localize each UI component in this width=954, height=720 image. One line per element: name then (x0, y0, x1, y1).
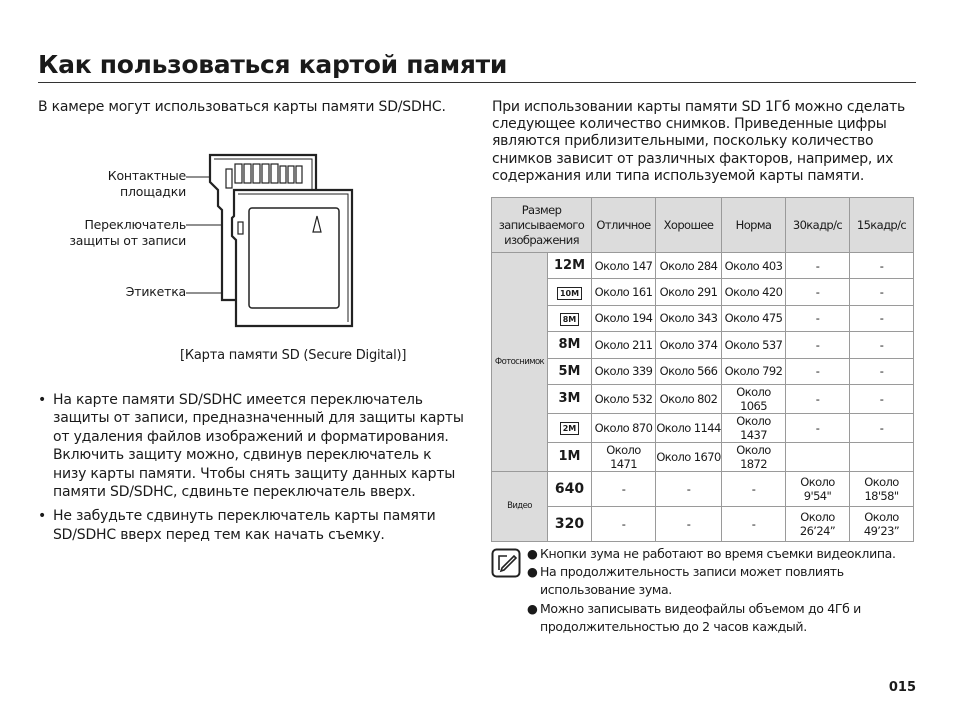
cell: Около 374 (656, 332, 722, 358)
header-size-line2: записываемого (498, 217, 585, 232)
cell: Около 403 (722, 253, 786, 279)
bullet-dot: • (38, 392, 47, 408)
note-text: На продолжительность записи может повлиять использование зума. (540, 564, 844, 598)
label-label: Этикетка (125, 284, 186, 299)
left-intro: В камере могут использоваться карты памяти SD/SDHC. (38, 99, 446, 115)
cell (786, 442, 850, 471)
cell: - (786, 358, 850, 384)
size-2m-icon: 2M (548, 413, 592, 442)
cell: Около 147 (592, 253, 656, 279)
switch-label-line1: Переключатель (84, 217, 186, 232)
card-caption: [Карта памяти SD (Secure Digital)] (180, 348, 407, 363)
header-size-line1: Размер (521, 202, 562, 217)
table-row (492, 332, 914, 358)
cell: Около 1670 (656, 442, 722, 471)
size-1m-icon: 1M (548, 442, 592, 471)
cell: - (656, 471, 722, 506)
cell: - (786, 413, 850, 442)
cell: - (592, 471, 656, 506)
video-640-icon: 640 (548, 471, 592, 506)
bullet-dot: ● (527, 600, 538, 616)
cell: Около 532 (592, 384, 656, 413)
header-good: Хорошее (656, 198, 722, 253)
cell: - (850, 413, 914, 442)
right-intro: При использовании карты памяти SD 1Гб можно сделать следующее количество снимков. Приведенные цифры являются приблизительными, поскольку количество снимков зависит от различных факторов, например, их содержания или типа используемой карты памяти. (492, 99, 906, 184)
cell: Около 475 (722, 305, 786, 331)
sd-card-illustration (182, 150, 362, 332)
bullet-dot: • (38, 508, 47, 525)
size-8m-wide-icon: 8M (548, 305, 592, 331)
cell (850, 442, 914, 471)
cell: - (592, 506, 656, 541)
size-8m-icon: 8M (548, 332, 592, 358)
video-320-icon: 320 (548, 506, 592, 541)
cell: Около 792 (722, 358, 786, 384)
cell: Около 211 (592, 332, 656, 358)
cell: - (786, 305, 850, 331)
page-number: 015 (888, 680, 916, 695)
contacts-label (60, 168, 186, 200)
title-divider (38, 82, 916, 83)
size-12m-icon: 12M (548, 253, 592, 279)
left-bullet-list (38, 391, 468, 550)
cell: Около 161 (592, 279, 656, 305)
cell: Около 420 (722, 279, 786, 305)
cell: Около 1872 (722, 442, 786, 471)
cell: Около 1471 (592, 442, 656, 471)
header-excellent: Отличное (592, 198, 656, 253)
cell: - (786, 253, 850, 279)
notes-list (527, 545, 907, 636)
table-row (492, 506, 914, 541)
group-video: Видео (492, 471, 548, 541)
table-header-row (492, 198, 914, 253)
table-row (492, 471, 914, 506)
contacts-label-line2: площадки (120, 184, 186, 199)
cell: - (722, 506, 786, 541)
note-item (527, 545, 907, 563)
cell: - (786, 384, 850, 413)
cell: Около 9'54" (786, 471, 850, 506)
header-size-line3: изображения (504, 232, 579, 247)
contacts-label-line1: Контактные (107, 168, 186, 183)
size-3m-icon: 3M (548, 384, 592, 413)
note-item (527, 563, 907, 599)
cell: - (786, 279, 850, 305)
cell: Около 802 (656, 384, 722, 413)
cell: Около 566 (656, 358, 722, 384)
note-text: Кнопки зума не работают во время съемки видеоклипа. (540, 546, 896, 561)
table-row (492, 413, 914, 442)
group-photo: Фотоснимок (492, 253, 548, 472)
switch-label (40, 217, 186, 249)
note-item (527, 600, 907, 636)
left-bullet-text: На карте памяти SD/SDHC имеется переключатель защиты от записи, предназначенный для защиты карты от удаления файлов изображений и форматирования. Включить защиту можно, сдвинув переключатель к низу карты памяти. Чтобы снять защиту данных карты памяти SD/SDHC, сдвиньте переключатель вверх. (53, 392, 464, 501)
header-15fps: 15кадр/с (850, 198, 914, 253)
header-size (492, 198, 592, 253)
cell: - (850, 305, 914, 331)
table-row (492, 305, 914, 331)
size-10m-icon: 10M (548, 279, 592, 305)
left-bullet-text: Не забудьте сдвинуть переключатель карты памяти SD/SDHC вверх перед тем как начать съемку. (53, 508, 436, 543)
capacity-table (491, 197, 914, 542)
cell: Около 291 (656, 279, 722, 305)
bullet-dot: ● (527, 564, 538, 580)
cell: Около 1144 (656, 413, 722, 442)
table-row (492, 279, 914, 305)
cell: Около 49’23” (850, 506, 914, 541)
cell: - (850, 332, 914, 358)
cell: Около 284 (656, 253, 722, 279)
header-30fps: 30кадр/с (786, 198, 850, 253)
table-row (492, 358, 914, 384)
header-normal: Норма (722, 198, 786, 253)
switch-label-line2: защиты от записи (69, 233, 186, 248)
cell: - (850, 253, 914, 279)
cell: Около 537 (722, 332, 786, 358)
cell: Около 1437 (722, 413, 786, 442)
cell: - (850, 279, 914, 305)
table-row (492, 442, 914, 471)
size-5m-icon: 5M (548, 358, 592, 384)
cell: Около 194 (592, 305, 656, 331)
note-text: Можно записывать видеофайлы объемом до 4Гб и продолжительностью до 2 часов каждый. (540, 600, 861, 634)
table-row (492, 253, 914, 279)
cell: - (850, 358, 914, 384)
cell: - (656, 506, 722, 541)
cell: Около 870 (592, 413, 656, 442)
left-bullet-item (38, 391, 468, 501)
cell: - (722, 471, 786, 506)
cell: - (850, 384, 914, 413)
cell: Около 18'58" (850, 471, 914, 506)
cell: Около 339 (592, 358, 656, 384)
left-bullet-item (38, 507, 468, 544)
cell: Около 1065 (722, 384, 786, 413)
pencil-note-icon (491, 548, 521, 578)
cell: Около 26’24” (786, 506, 850, 541)
page-title: Как пользоваться картой памяти (38, 50, 508, 79)
cell: - (786, 332, 850, 358)
bullet-dot: ● (527, 546, 538, 561)
table-row (492, 384, 914, 413)
cell: Около 343 (656, 305, 722, 331)
